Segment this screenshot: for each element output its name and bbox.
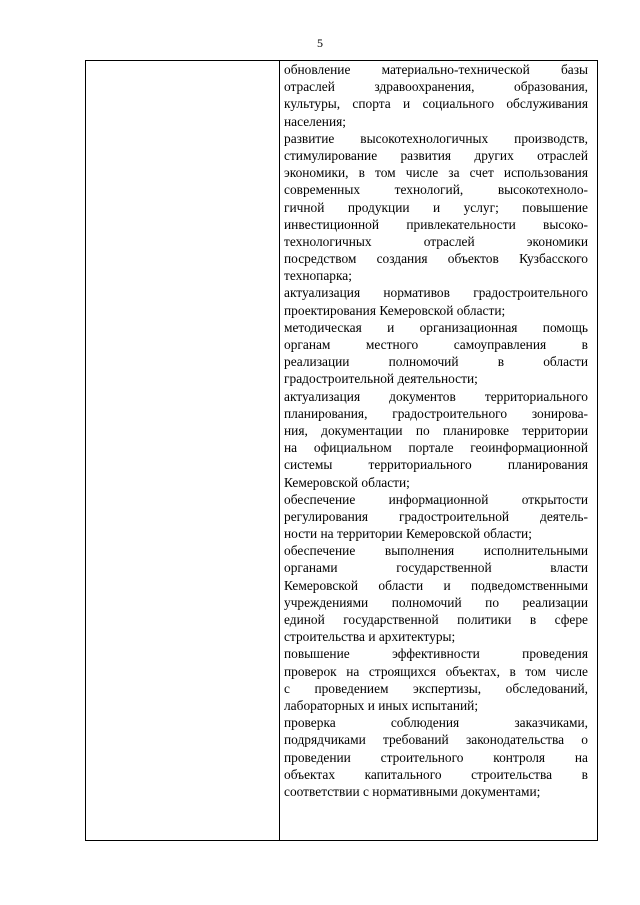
text-line: планирования, градостроительного зонирова- — [284, 405, 588, 421]
table-right-cell — [284, 61, 588, 800]
page-number: 5 — [317, 36, 323, 50]
text-line: актуализация документов территориального — [284, 388, 588, 404]
text-line: актуализация нормативов градостроительного — [284, 285, 588, 301]
text-line: лабораторных и иных испытаний; — [284, 697, 479, 713]
text-line: системы территориального планирования — [284, 457, 588, 473]
text-line: проектирования Кемеровской области; — [284, 302, 506, 318]
text-line: регулирования градостроительной деятель- — [284, 508, 588, 524]
text-line: объектах капитального строительства в — [284, 766, 588, 782]
text-line: проверка соблюдения заказчиками, — [284, 715, 588, 731]
text-line: ния, документации по планировке территории — [284, 422, 588, 438]
text-line: органам местного самоуправления в — [284, 337, 588, 352]
text-line: соответствии с нормативными документами; — [284, 783, 541, 799]
text-line: Кемеровской области; — [284, 474, 410, 490]
text-line: инвестиционной привлекательности высоко- — [284, 216, 588, 232]
text-line: повышение эффективности проведения — [284, 646, 588, 662]
text-line: экономики, в том числе за счет использования — [284, 165, 588, 181]
text-line: ности на территории Кемеровской области; — [284, 526, 532, 542]
text-line: реализации полномочий в области — [284, 354, 588, 370]
text-line: обеспечение выполнения исполнительными — [284, 543, 588, 559]
text-line: населения; — [284, 113, 346, 129]
text-line: Кемеровской области и подведомственными — [284, 577, 588, 593]
text-line: технологичных отраслей экономики — [284, 233, 588, 249]
text-line: обновление материально-технической базы — [284, 62, 588, 77]
text-line: проверок на строящихся объектах, в том числе — [284, 663, 588, 679]
text-line: развитие высокотехнологичных производств, — [284, 130, 588, 146]
column-divider — [279, 61, 280, 840]
text-line: посредством создания объектов Кузбасского — [284, 251, 588, 267]
text-line: градостроительной деятельности; — [284, 371, 478, 387]
text-line: с проведением экспертизы, обследований, — [284, 680, 588, 696]
text-line: отраслей здравоохранения, образования, — [284, 79, 588, 95]
text-line: современных технологий, высокотехноло- — [284, 182, 588, 198]
text-line: единой государственной политики в сфере — [284, 612, 588, 627]
text-line: стимулирование развития других отраслей — [284, 147, 588, 163]
text-line: технопарка; — [284, 268, 352, 284]
text-line: подрядчиками требований законодательства о — [284, 732, 588, 748]
text-line: на официальном портале геоинформационной — [284, 440, 588, 456]
content-table — [85, 60, 598, 841]
text-line: методическая и организационная помощь — [284, 319, 588, 335]
table-left-cell — [86, 61, 279, 840]
text-line: строительства и архитектуры; — [284, 629, 456, 645]
text-line: проведении строительного контроля на — [284, 749, 588, 765]
text-line: культуры, спорта и социального обслуживания — [284, 96, 588, 112]
text-line: органами государственной власти — [284, 560, 588, 576]
text-line: гичной продукции и услуг; повышение — [284, 199, 588, 215]
text-line: обеспечение информационной открытости — [284, 491, 588, 507]
text-line: учреждениями полномочий по реализации — [284, 594, 588, 610]
